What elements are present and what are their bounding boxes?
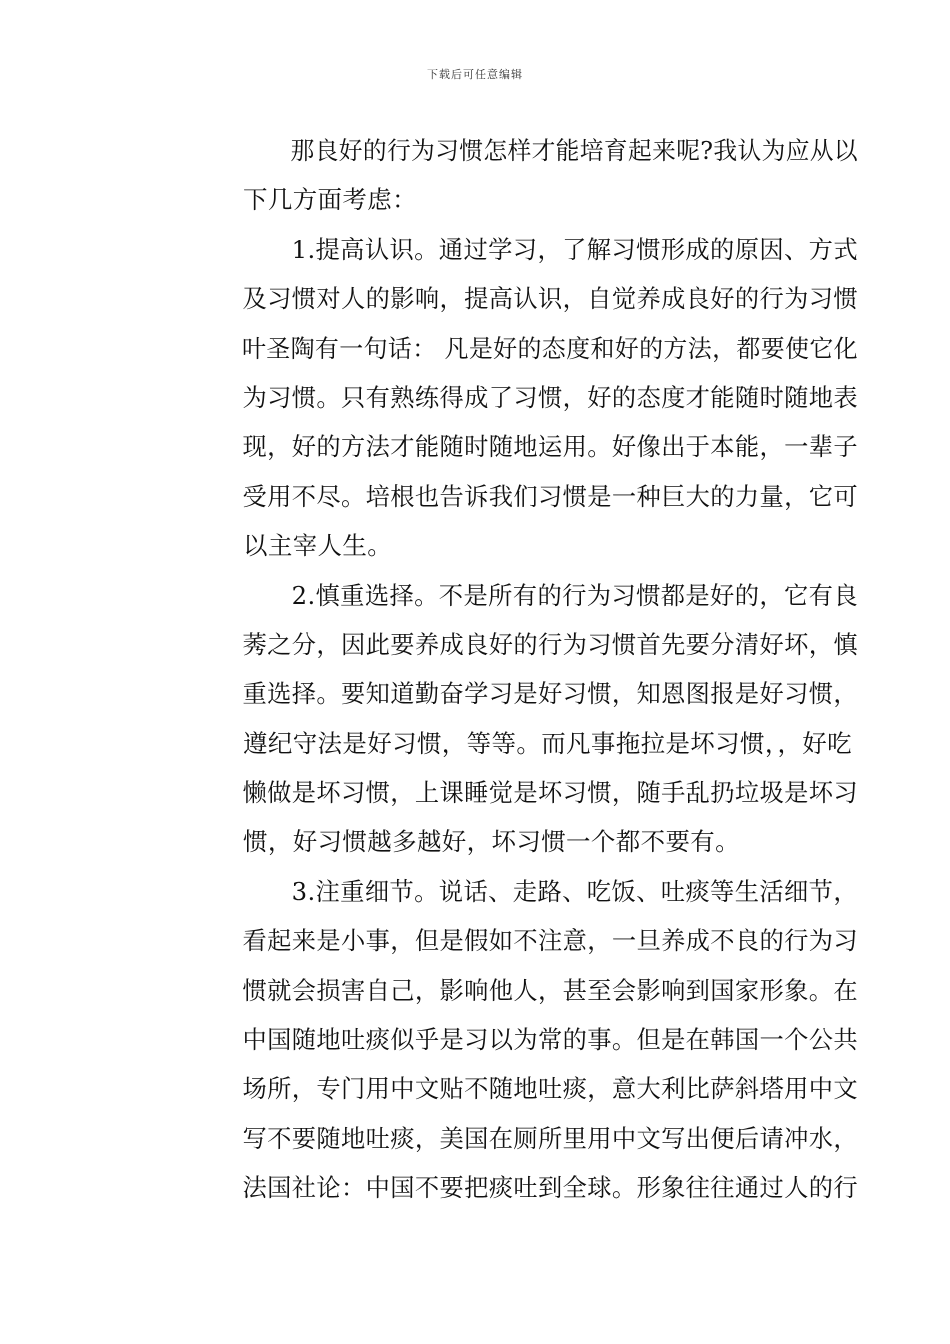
text-line: 场所，专门用中文贴不随地吐痰，意大利比萨斜塔用中文 bbox=[242, 1074, 859, 1104]
text-line: 法国社论：中国不要把痰吐到全球。形象往往通过人的行 bbox=[242, 1173, 859, 1203]
text-line: 受用不尽。培根也告诉我们习惯是一种巨大的力量，它可 bbox=[242, 481, 859, 511]
document-body bbox=[145, 126, 859, 1213]
text-line: 下几方面考虑： bbox=[243, 185, 417, 215]
paragraph-careful-choice bbox=[145, 571, 859, 867]
text-line: 懒做是坏习惯，上课睡觉是坏习惯，随手乱扔垃圾是坏习 bbox=[242, 778, 859, 808]
text-line: 现，好的方法才能随时随地运用。好像出于本能，一辈子 bbox=[242, 432, 859, 462]
text-line: 2.慎重选择。不是所有的行为习惯都是好的，它有良 bbox=[291, 580, 859, 610]
text-line: 及习惯对人的影响，提高认识，自觉养成良好的行为习惯 bbox=[242, 284, 859, 314]
paragraph-attention-detail bbox=[145, 867, 859, 1213]
text-line: 写不要随地吐痰，美国在厕所里用中文写出便后请冲水， bbox=[242, 1123, 859, 1153]
text-line: 重选择。要知道勤奋学习是好习惯，知恩图报是好习惯， bbox=[242, 679, 859, 709]
text-line: 为习惯。只有熟练得成了习惯，好的态度才能随时随地表 bbox=[242, 382, 859, 412]
paragraph-intro bbox=[145, 126, 859, 225]
text-line: 看起来是小事，但是假如不注意，一旦养成不良的行为习 bbox=[242, 926, 859, 956]
text-line: 3.注重细节。说话、走路、吃饭、吐痰等生活细节， bbox=[291, 876, 859, 906]
text-line: 惯，好习惯越多越好，坏习惯一个都不要有。 bbox=[243, 827, 740, 857]
text-line: 1.提高认识。通过学习，了解习惯形成的原因、方式 bbox=[291, 234, 859, 264]
text-line: 惯就会损害自己，影响他人，甚至会影响到国家形象。在 bbox=[242, 975, 859, 1005]
text-line: 那良好的行为习惯怎样才能培育起来呢?我认为应从以 bbox=[290, 136, 859, 165]
text-line: 叶圣陶有一句话： 凡是好的态度和好的方法，都要使它化 bbox=[241, 333, 859, 363]
text-line: 以主宰人生。 bbox=[243, 531, 393, 561]
page-header: 下载后可任意编辑 bbox=[427, 68, 523, 81]
text-line: 中国随地吐痰似乎是习以为常的事。但是在韩国一个公共 bbox=[242, 1025, 859, 1055]
text-line: 遵纪守法是好习惯，等等。而凡事拖拉是坏习惯，，好吃 bbox=[243, 728, 852, 758]
paragraph-raise-awareness bbox=[145, 225, 859, 571]
text-line: 莠之分，因此要养成良好的行为习惯首先要分清好坏，慎 bbox=[242, 629, 859, 659]
